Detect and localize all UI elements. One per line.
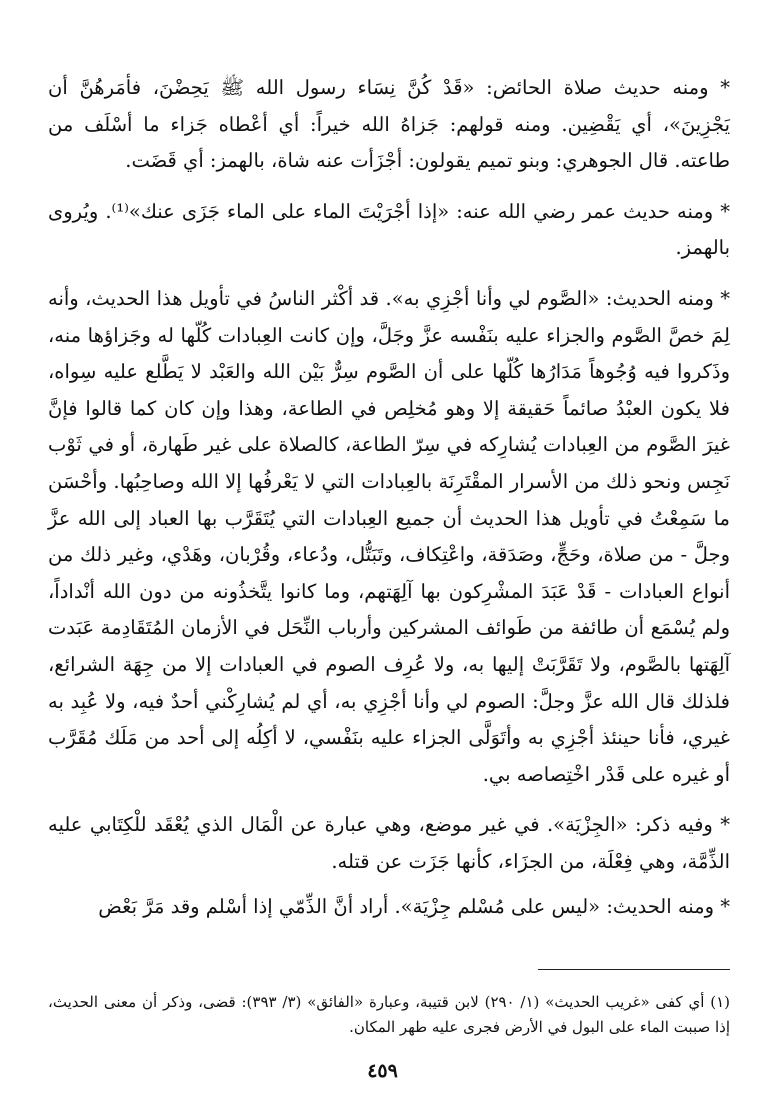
page-number: ٤٥٩ — [367, 1060, 398, 1082]
paragraph-fasting-hadith: * ومنه الحديث: «الصَّوم لي وأنا أجْزِي به». قد أكْثر الناسُ في تأويل هذا الحديث، وأنه لِمَ خصَّ الصَّوم والجزاء عليه بنَفْسه عزَّ وجَلَّ، وإن كانت العِبادات كُلّها له وجَزاؤها منه، وذَكروا فيه وُجُوهاً مَدَارُها كُلّها على أن الصَّوم سِرٌّ بَيْن الله والعَبْد لا يَطَّلع عليه سِواه، فلا يكون العبْدُ صائماً حَقيقة إلا وهو مُخلِص في الطاعة، وهذا وإن كان كما قالوا فإنَّ غيرَ الصَّوم من العِبادات يُشارِكه في سِرّ الطاعة، كالصلاة على غير طَهارة، أو في ثَوْب نَجِس ونحو ذلك من الأسرار المقْتَرِنَة بالعِبادات التي لا يَعْرفُها إلا الله وصاحِبُها. وأحْسَن ما سَمِعْتُ في تأويل هذا الحديث أن جميع العِبادات التي يُتَقَرَّب بها العباد إلى الله عزَّ وجلَّ - من صلاة، وحَجٍّ، وصَدَقة، واعْتِكاف، وتَبَتُّل، ودُعاء، وقُرْبان، وهَدْي، وغير ذلك من أنواع العبادات - قَدْ عَبَدَ المشْرِكون بها آلِهَتهم، وما كانوا يتَّخذُونه من دون الله أنْداداً، ولم يُسْمَع أن طائفة من طَوائف المشركين وأرباب النِّحَل في الأزمان المُتَقَادِمة عَبَدت آلِهَتها بالصَّوم، ولا تَقَرَّبَتْ إليها به، ولا عُرِف الصوم في العبادات إلا من جِهَة الشرائع، فلذلك قال الله عزَّ وجلَّ: الصوم لي وأنا أجْزِي به، أي لم يُشارِكْني أحدٌ فيه، ولا عُبِد به غيري، فأنا حينئذ أجْزِي به وأتَوَلَّى الجزاء عليه بنَفْسي، لا أكِلُه إلى أحد من مَلَك مُقَرَّب أو غيره على قَدْر اخْتِصاصه بي. — [48, 286, 730, 786]
paragraph-umar-hadith: * ومنه حديث عمر رضي الله عنه: «إذا أجْرَيْتَ الماء على الماء جَزَى عنك»⁽¹⁾. ويُروى بالهمز. — [48, 199, 730, 260]
footnote: (١) أي كفى «غريب الحديث» (١/ ٢٩٠) لابن قتيبة، وعبارة «الفائق» (٣/ ٣٩٣): قضى، وذكر أن معنى الحديث، إذا صببت الماء على البول في الأرض فجرى عليه طهر المكان. — [48, 993, 730, 1036]
paragraph-jizya: * وفيه ذكر: «الجِزْيَة». في غير موضع، وهي عبارة عن الْمَال الذي يُعْقَد للْكِتَابي عليه الذِّمَّة، وهي فِعْلَة، من الجزَاء، كأنها جَزَت عن قتله. — [48, 813, 730, 873]
paragraph-menstruating-prayer: * ومنه حديث صلاة الحائض: «قَدْ كُنَّ نِسَاء رسول الله ﷺ يَحِضْنَ، فأمَرهُنَّ أن يَجْزِينَ»، أي يَقْضِين. ومنه قولهم: جَزاهُ الله خيراً: أي أعْطاه جَزاء ما أسْلَف من طاعته. قال الجوهري: وبنو تميم يقولون: أجْزَأت عنه شاة، بالهمز: أي قَضَت. — [48, 76, 730, 173]
footnote-separator — [538, 969, 730, 970]
main-text — [48, 70, 730, 935]
paragraph-muslim-jizya: * ومنه الحديث: «ليس على مُسْلم جِزْيَة». أراد أنَّ الذِّمّي إذا أسْلم وقد مَرَّ بَعْض — [98, 895, 730, 919]
